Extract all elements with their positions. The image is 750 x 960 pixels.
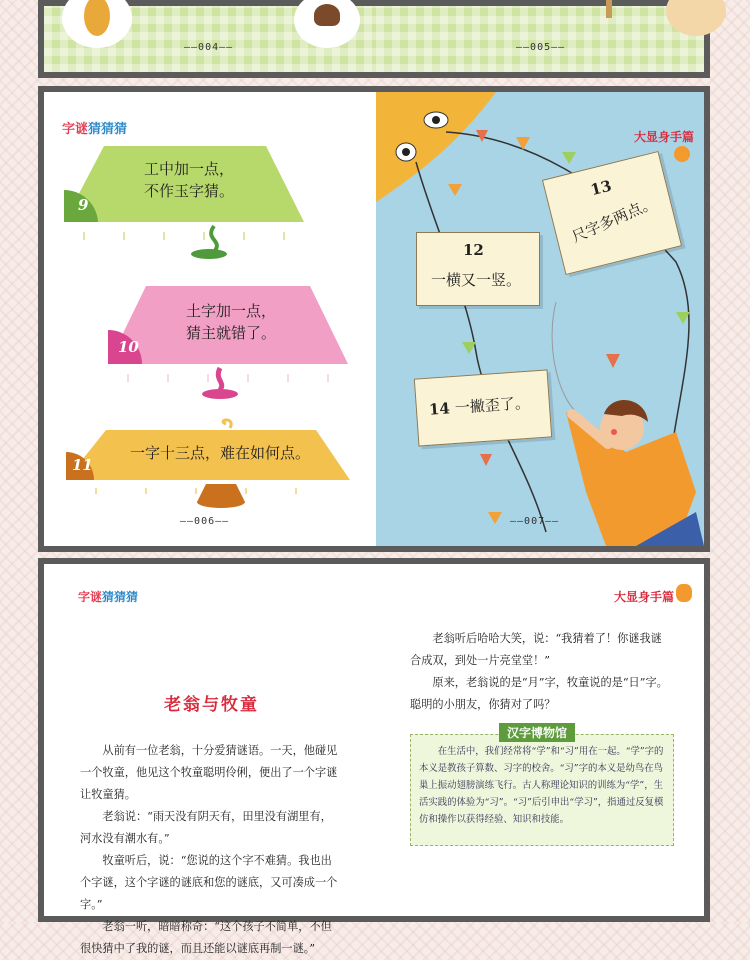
museum-text: 在生活中，我们经常将“学”和“习”用在一起。“学”字的本义是教孩子算数、习字的校舍。“习”字的本义是幼鸟在鸟巢上振动翅膀演练飞行。古人称理论知识的训练为“学”，生活实践的体验为“习”。“习”后引申出“学习”，指通过反复模仿和操作以获得经验、知识和技能。 — [419, 746, 664, 825]
riddle-text: 一字十三点，难在如何点。 — [129, 444, 310, 462]
page-006 — [44, 92, 376, 546]
page-005 — [376, 6, 704, 72]
page-story-left — [44, 564, 376, 955]
book-spread-story — [38, 558, 710, 955]
page-007 — [376, 92, 704, 546]
riddle-number: 11 — [72, 456, 93, 474]
riddle-number: 10 — [118, 338, 139, 356]
book-spread-riddles — [38, 86, 710, 552]
lamp-shade-shape — [66, 422, 356, 522]
riddle-lamp-11 — [66, 422, 356, 522]
page-story-right — [376, 564, 704, 916]
shape-illustration — [666, 0, 726, 36]
mushroom-illustration — [314, 4, 340, 26]
hanzi-museum-box — [410, 726, 674, 846]
story-paragraph: 老翁一听，暗暗称奇：“这个孩子不简单，不但很快猜中了我的谜，而且还能以谜底再制一谜。” — [80, 920, 332, 955]
page-number: ——007—— — [510, 516, 560, 527]
boy-avatar-icon — [674, 146, 690, 162]
riddle-card-13: 13 尺字多两点。 — [542, 151, 682, 275]
riddle-lamp-10 — [108, 282, 348, 402]
riddle-card-12: 12 一横又一竖。 — [416, 232, 540, 306]
riddle-lamp-9 — [64, 140, 304, 260]
story-title: 老翁与牧童 — [164, 695, 259, 715]
page-004 — [44, 6, 376, 72]
story-paragraph: 牧童听后，说：“您说的这个字不难猜。我也出个字谜，这个字谜的谜底和您的谜底，又可凑成一个字。” — [80, 854, 338, 911]
museum-heading: 汉字博物馆 — [499, 723, 575, 742]
stick-illustration — [606, 0, 612, 18]
story-paragraph: 从前有一位老翁，十分爱猜谜语。一天，他碰见一个牧童，他见这个牧童聪明伶俐，便出了一个字谜让牧童猜。 — [80, 744, 338, 801]
story-paragraph: 老翁听后哈哈大笑，说：“我猜着了！你谜我谜合成双，到处一片亮堂堂！” — [410, 632, 662, 667]
story-paragraph: 原来，老翁说的是“月”字，牧童说的是“日”字。聪明的小朋友，你猜对了吗？ — [410, 676, 668, 711]
riddle-text: 工中加一点， 不作玉字猜。 — [143, 160, 234, 200]
riddle-number: 9 — [78, 196, 89, 214]
page-number: ——004—— — [184, 42, 234, 53]
section-header: 大显身手篇 — [613, 590, 674, 604]
riddle-text: 土字加一点， 猜主就错了。 — [185, 302, 276, 342]
boy-avatar-icon — [676, 584, 692, 602]
riddle-card-14: 14 一撇歪了。 — [414, 369, 552, 446]
page-number: ——005—— — [516, 42, 566, 53]
section-badge: 字谜猜猜猜 — [78, 590, 139, 604]
page-number: ——006—— — [180, 516, 230, 527]
section-badge: 字谜猜猜猜 — [62, 122, 128, 137]
book-spread-top — [38, 0, 710, 78]
story-paragraph: 老翁说：“雨天没有阴天有，田里没有湖里有，河水没有潮水有。” — [80, 810, 332, 845]
section-header: 大显身手篇 — [633, 130, 694, 144]
